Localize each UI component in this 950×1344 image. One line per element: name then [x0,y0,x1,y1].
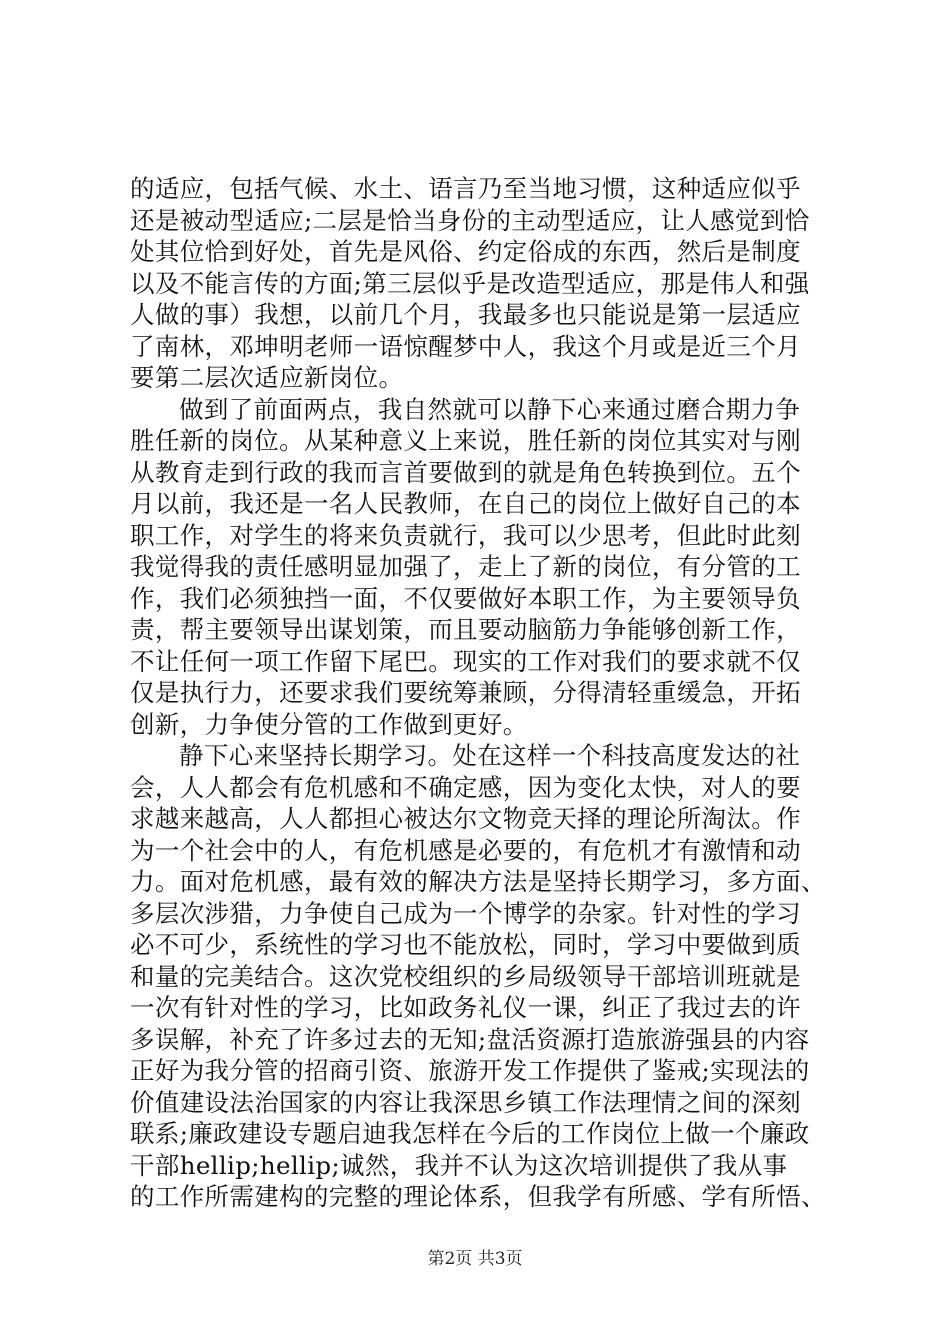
text-line: 力。面对危机感，最有效的解决方法是坚持长期学习，多方面、 [130,867,826,896]
page-footer [0,1244,950,1269]
text-line: 求越来越高，人人都担心被达尔文物竞天择的理论所淘汰。作 [130,804,801,833]
text-line: 多层次涉猎，力争使自己成为一个博学的杂家。针对性的学习 [130,898,801,928]
text-line: 会，人人都会有危机感和不确定感，因为变化太快，对人的要 [130,772,801,802]
text-line: 还是被动型适应;二层是恰当身份的主动型适应，让人感觉到恰 [130,205,810,235]
text-line: 以及不能言传的方面;第三层似乎是改造型适应，那是伟人和强 [130,268,810,298]
text-line: 为一个社会中的人，有危机感是必要的，有危机才有激情和动 [130,835,801,865]
text-line: 处其位恰到好处，首先是风俗、约定俗成的东西，然后是制度 [130,237,801,266]
text-line: 责，帮主要领导出谋划策，而且要动脑筋力争能够创新工作， [130,615,801,644]
text-line: 不让任何一项工作留下尾巴。现实的工作对我们的要求就不仅 [130,646,801,676]
text-line: 创新，力争使分管的工作做到更好。 [130,709,528,739]
paragraph-first-line: 静下心来坚持长期学习。处在这样一个科技高度发达的社 [179,741,801,770]
text-line: 干部hellip;hellip;诚然，我并不认为这次培训提供了我从事 [130,1150,788,1180]
text-line: 月以前，我还是一名人民教师，在自己的岗位上做好自己的本 [130,489,801,518]
text-line: 作，我们必须独挡一面，不仅要做好本职工作，为主要领导负 [130,583,801,613]
text-line: 一次有针对性的学习，比如政务礼仪一课，纠正了我过去的许 [130,993,801,1022]
text-line: 多误解，补充了许多过去的无知;盘活资源打造旅游强县的内容 [130,1024,810,1054]
text-line: 的适应，包括气候、水土、语言乃至当地习惯，这种适应似乎 [130,174,801,203]
text-line: 了南林，邓坤明老师一语惊醒梦中人，我这个月或是近三个月 [130,331,801,361]
text-line: 职工作，对学生的将来负责就行，我可以少思考，但此时此刻 [130,520,801,550]
text-line: 要第二层次适应新岗位。 [130,363,404,392]
text-line: 人做的事）我想，以前几个月，我最多也只能说是第一层适应 [130,300,801,329]
text-line: 胜任新的岗位。从某种意义上来说，胜任新的岗位其实对与刚 [130,426,801,455]
text-line: 价值建设法治国家的内容让我深思乡镇工作法理情之间的深刻 [130,1087,801,1117]
text-line: 我觉得我的责任感明显加强了，走上了新的岗位，有分管的工 [130,552,801,581]
text-line: 从教育走到行政的我而言首要做到的就是角色转换到位。五个 [130,457,801,487]
text-line: 联系;廉政建设专题启迪我怎样在今后的工作岗位上做一个廉政 [130,1119,810,1148]
text-line: 正好为我分管的招商引资、旅游开发工作提供了鉴戒;实现法的 [130,1056,810,1085]
paragraph-first-line: 做到了前面两点，我自然就可以静下心来通过磨合期力争 [179,394,801,424]
text-line: 和量的完美结合。这次党校组织的乡局级领导干部培训班就是 [130,961,801,991]
text-line: 的工作所需建构的完整的理论体系，但我学有所感、学有所悟、 [130,1182,826,1211]
page-number: 第2页 共3页 [427,1249,523,1269]
body-text [130,173,840,1213]
text-line: 必不可少，系统性的学习也不能放松，同时，学习中要做到质 [130,930,801,959]
text-line: 仅是执行力，还要求我们要统筹兼顾，分得清轻重缓急，开拓 [130,678,801,707]
